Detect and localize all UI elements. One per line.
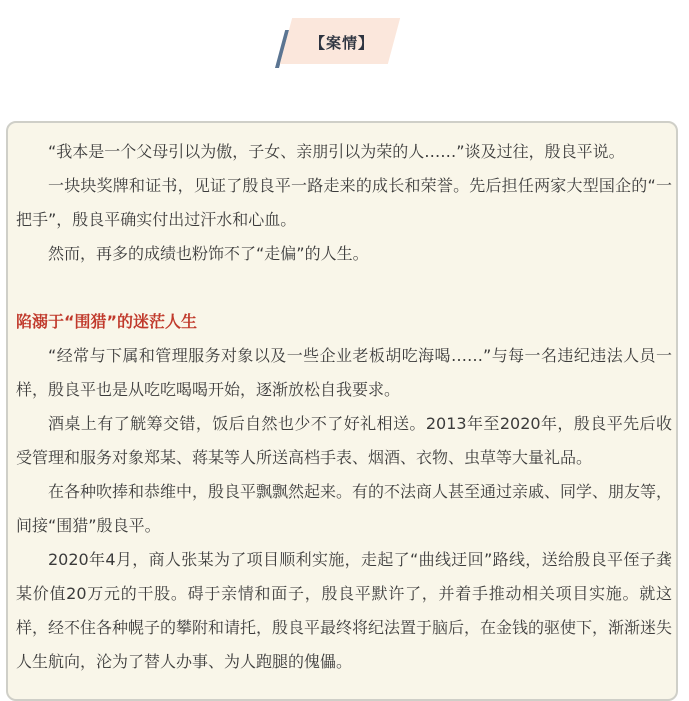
intro-paragraph: “我本是一个父母引以为傲，子女、亲朋引以为荣的人……”谈及过往，殷良平说。	[48, 142, 625, 161]
article-content-card	[6, 121, 678, 701]
case-tag-label: 【案情】	[309, 34, 374, 52]
section-spacer	[16, 271, 672, 305]
section-paragraph: “经常与下属和管理服务对象以及一些企业老板胡吃海喝……”与每一名违纪违法人员一样，殷良平也是从吃吃喝喝开始，逐渐放松自我要求。	[16, 346, 672, 399]
intro-paragraph: 然而，再多的成绩也粉饰不了“走偏”的人生。	[48, 244, 369, 263]
section-paragraph: 酒桌上有了觥筹交错，饭后自然也少不了好礼相送。2013年至2020年，殷良平先后收受管理和服务对象郑某、蒋某等人所送高档手表、烟酒、衣物、虫草等大量礼品。	[16, 414, 672, 467]
article-body	[16, 135, 672, 679]
section-paragraph: 2020年4月，商人张某为了项目顺利实施，走起了“曲线迂回”路线，送给殷良平侄子龚某价值20万元的干股。碍于亲情和面子，殷良平默许了，并着手推动相关项目实施。就这样，经不住各种幌子的攀附和请托，殷良平最终将纪法置于脑后，在金钱的驱使下，渐渐迷失人生航向，沦为了替人办事、为人跑腿的傀儡。	[16, 550, 673, 671]
section-heading: 陷溺于“围猎”的迷茫人生	[16, 312, 198, 331]
intro-paragraph: 一块块奖牌和证书，见证了殷良平一路走来的成长和荣誉。先后担任两家大型国企的“一把手”，殷良平确实付出过汗水和心血。	[16, 176, 672, 229]
article-header	[0, 0, 689, 110]
section-paragraph: 在各种吹捧和恭维中，殷良平飘飘然起来。有的不法商人甚至通过亲戚、同学、朋友等，间接“围猎”殷良平。	[16, 482, 673, 535]
